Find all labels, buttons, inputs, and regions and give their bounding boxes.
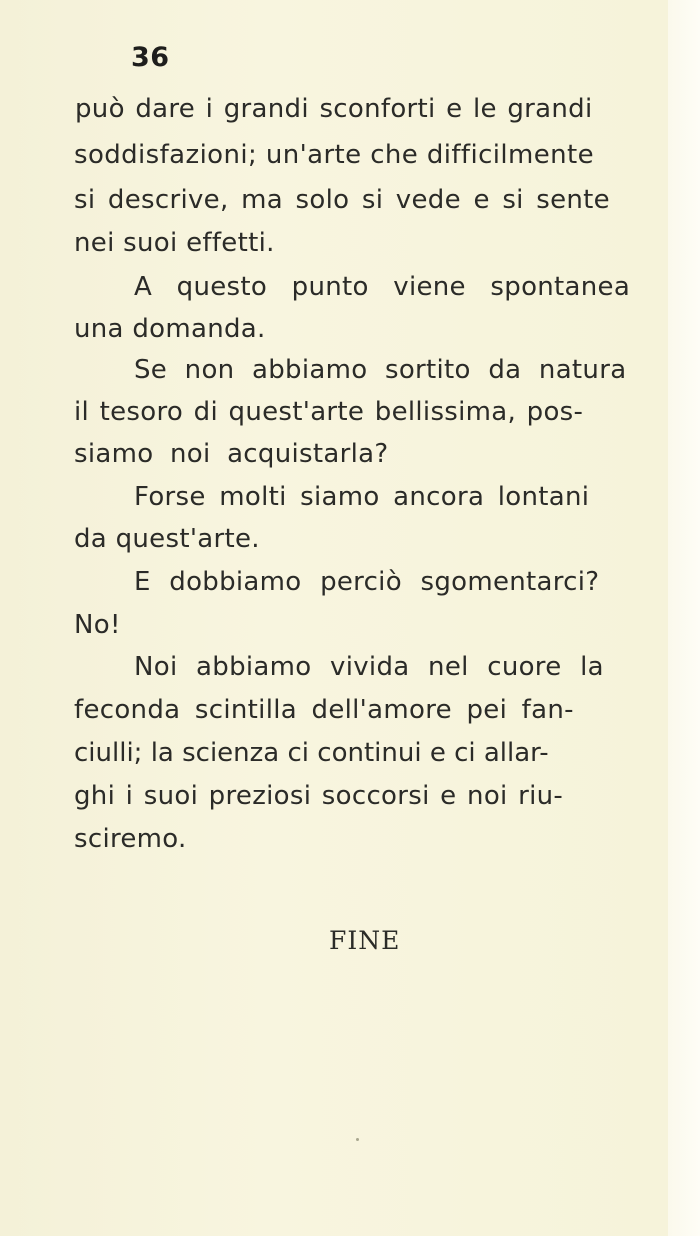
- text-line: Noi abbiamo vivida nel cuore la: [134, 652, 604, 682]
- text-line: nei suoi effetti.: [74, 228, 275, 258]
- text-line: ghi i suoi preziosi soccorsi e noi riu-: [74, 781, 564, 811]
- paper-speck: [356, 1138, 359, 1141]
- text-line: può dare i grandi sconforti e le grandi: [75, 94, 593, 124]
- text-line: ciulli; la scienza ci continui e ci allar-: [74, 738, 549, 768]
- page-number: 36: [131, 42, 170, 73]
- text-line: siamo noi acquistarla?: [74, 439, 389, 469]
- text-line: E dobbiamo perciò sgomentarci?: [134, 567, 600, 597]
- text-line: Se non abbiamo sortito da natura: [134, 355, 627, 385]
- text-line: No!: [74, 610, 121, 640]
- text-line: una domanda.: [74, 314, 266, 344]
- text-line: sciremo.: [74, 824, 187, 854]
- text-line: da quest'arte.: [74, 524, 260, 554]
- text-line: A questo punto viene spontanea: [134, 272, 631, 302]
- text-line: feconda scintilla dell'amore pei fan-: [74, 695, 574, 725]
- text-line: Forse molti siamo ancora lontani: [134, 482, 590, 512]
- end-mark: FINE: [329, 926, 401, 955]
- text-line: il tesoro di quest'arte bellissima, pos-: [74, 397, 584, 427]
- text-line: si descrive, ma solo si vede e si sente: [74, 185, 610, 215]
- page-edge: [668, 0, 700, 1236]
- text-line: soddisfazioni; un'arte che difficilmente: [74, 140, 595, 170]
